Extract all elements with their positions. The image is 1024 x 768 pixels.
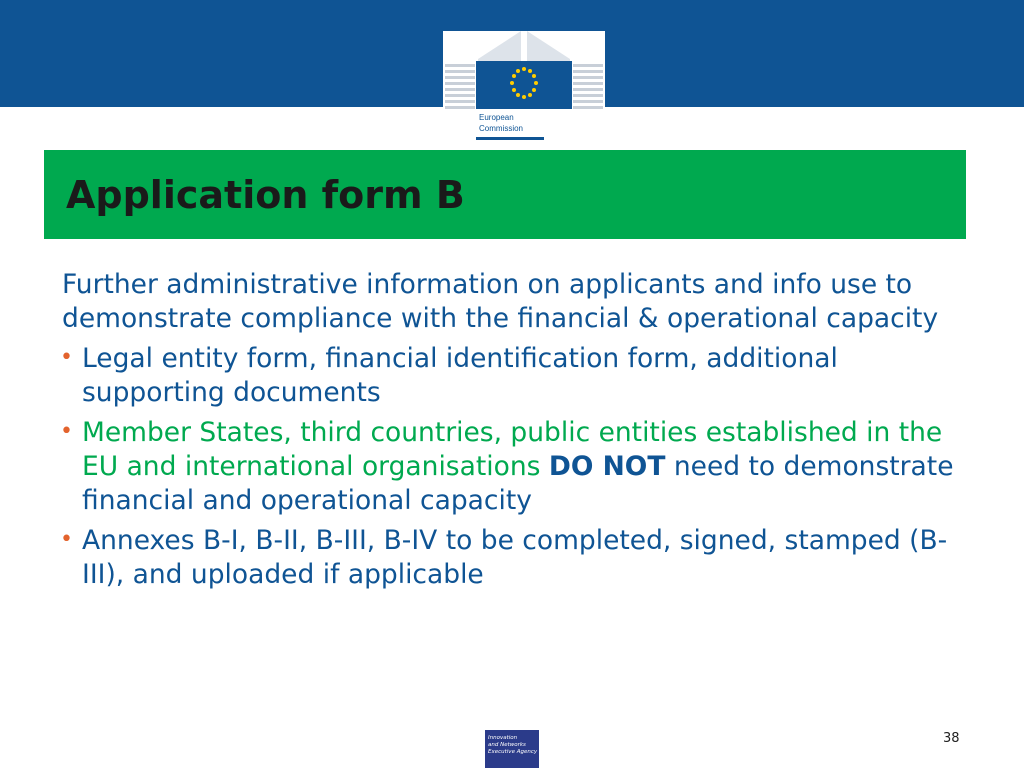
page-number: 38 (943, 731, 960, 746)
bullet-list (62, 342, 962, 592)
bullet-text: Member States, third countries, public entities established in the EU and international organisations (82, 417, 943, 482)
bullet-emphasis: DO NOT (548, 451, 666, 482)
bullet-dot-icon: • (60, 419, 73, 444)
bullet-text: Annexes B-I, B-II, B-III, B-IV to be completed, signed, stamped (B-III), and uploaded if applicable (82, 525, 948, 590)
logo-text-commission: Commission (479, 124, 524, 133)
european-commission-logo (443, 31, 605, 142)
agency-line: Executive Agency (488, 749, 538, 755)
bullet-dot-icon: • (60, 527, 73, 552)
bullet-dot-icon: • (60, 345, 73, 370)
agency-line: Innovation (488, 735, 518, 741)
intro-text: Further administrative information on applicants and info use to demonstrate compliance with the financial & operational capacity (62, 269, 939, 334)
logo-text-european: European (479, 113, 514, 122)
bullet-item (62, 524, 962, 592)
bullet-text: Legal entity form, financial identification form, additional supporting documents (82, 343, 838, 408)
bullet-item (62, 342, 962, 410)
agency-line: and Networks (488, 742, 526, 748)
title-bar (44, 150, 966, 239)
bullet-text-continued: need to demonstrate financial and operational capacity (82, 451, 954, 516)
inea-logo (485, 730, 539, 768)
slide-title: Application form B (66, 173, 465, 217)
bullet-item (62, 416, 962, 518)
slide-content (62, 268, 962, 598)
